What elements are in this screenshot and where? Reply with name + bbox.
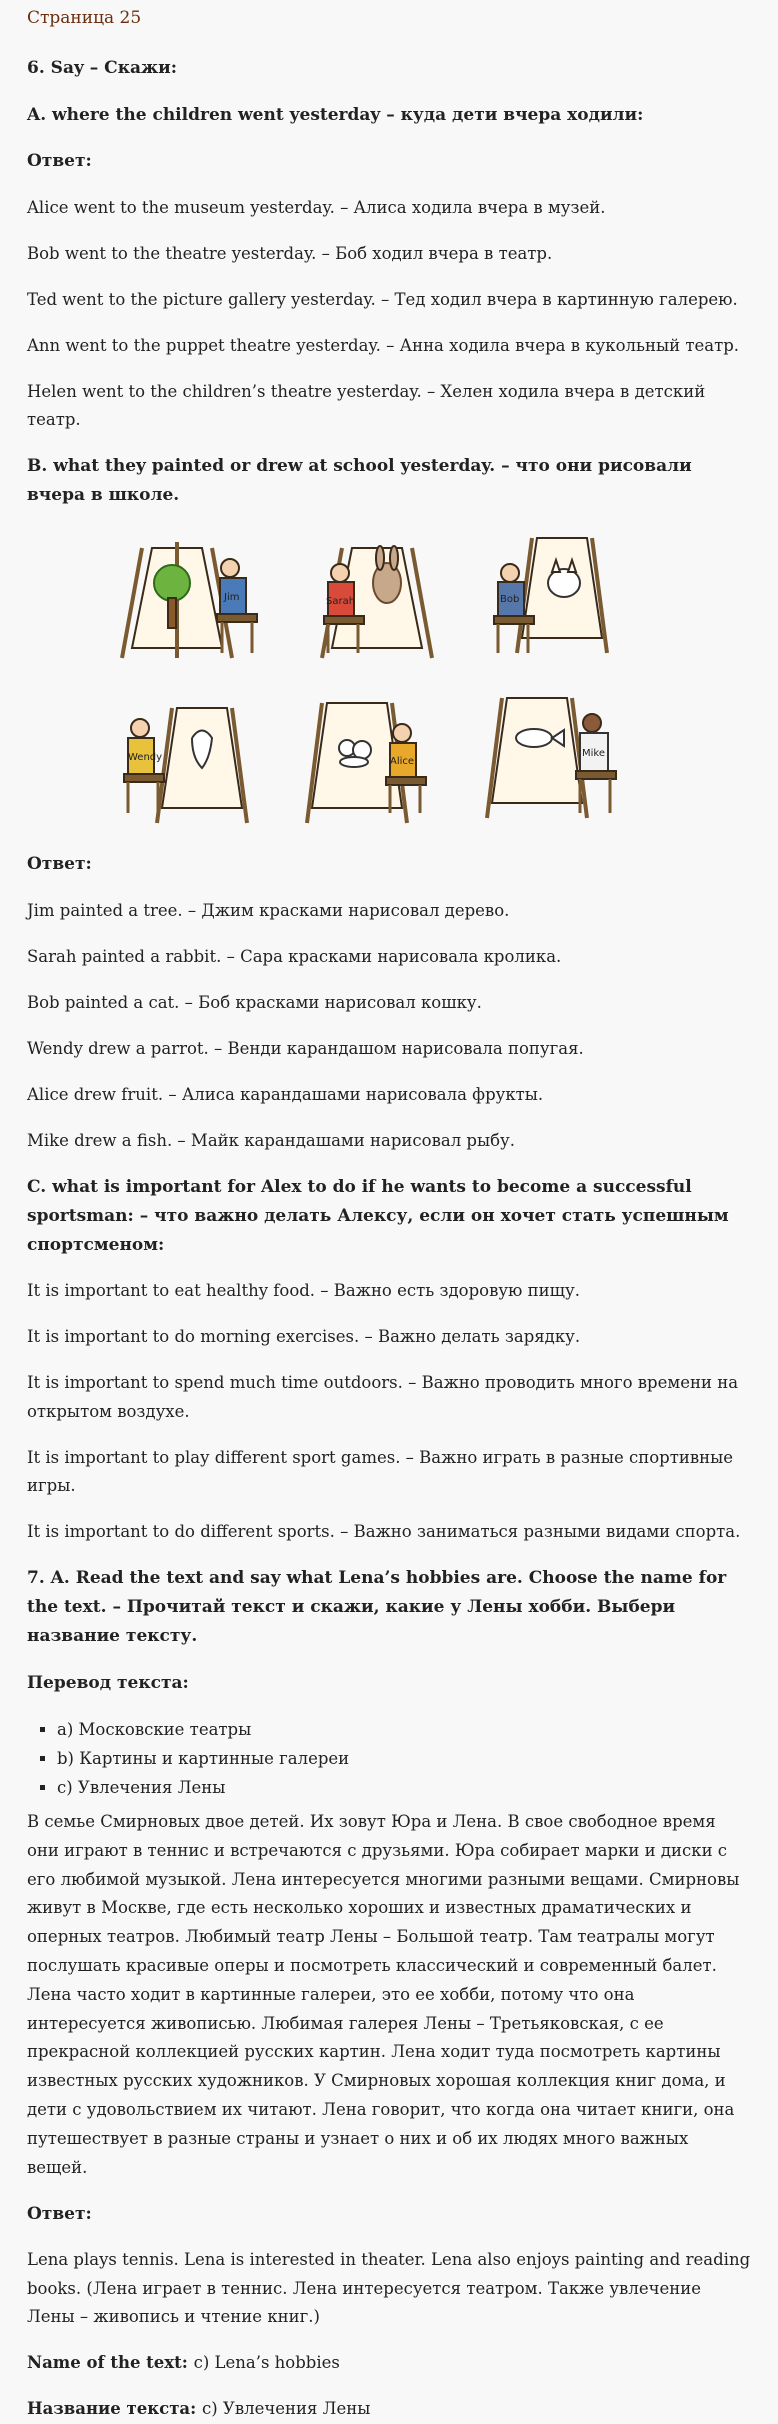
answer-line: Bob went to the theatre yesterday. – Боб ходил вчера в театр. [27, 243, 553, 263]
text-name-ru-value: c) Увлечения Лены [201, 2399, 371, 2419]
answer-line: It is important to do morning exercises. – Важно делать зарядку. [27, 1327, 581, 1346]
list-item: ▪ b) Картины и картинные галереи [57, 1744, 751, 1773]
easel-mike [487, 698, 616, 818]
children-drawing-illustration [27, 528, 751, 832]
answer-line: Ted went to the picture gallery yesterday. – Тед ходил вчера в картинную галерею. [27, 289, 738, 309]
answer-line: Jim painted a tree. – Джим красками нарисовал дерево. [27, 900, 510, 920]
text-name-en [27, 2349, 751, 2378]
answer-line: Sarah painted a rabbit. – Сара красками нарисовала кролика. [27, 946, 562, 966]
child-name-label: Jim [224, 592, 240, 603]
translation-text [27, 1808, 751, 2182]
answer-line: Wendy drew a parrot. – Венди карандашом нарисовала попугая. [27, 1038, 584, 1058]
list-item: ▪ c) Увлечения Лены [57, 1773, 751, 1802]
child-name-label: Mike [582, 748, 605, 759]
list-item: ▪ a) Московские театры [57, 1715, 751, 1744]
child-name-label: Sarah [326, 596, 356, 607]
answer-line: Helen went to the children’s theatre yesterday. – Хелен ходила вчера в детский театр. [27, 381, 706, 429]
answer-line: Alice went to the museum yesterday. – Алиса ходила вчера в музей. [27, 197, 606, 217]
answer-label: Ответ: [27, 854, 92, 874]
easel-sarah [322, 546, 432, 658]
answer-line: Ann went to the puppet theatre yesterday. – Анна ходила вчера в кукольный театр. [27, 335, 740, 355]
task-6-title: 6. Say – Скажи: [27, 58, 178, 78]
translation-label: Перевод текста: [27, 1672, 189, 1693]
text-name-en-value: c) Lena’s hobbies [193, 2353, 340, 2373]
translation-paragraph: Лена часто ходит в картинные галереи, это ее хобби, потому что она интересуется живописью. Любимая галерея Лены – Третьяковская, с ее прекрасной коллекцией русских картин. Лена ходит туда посмотреть картины известных русских художников. У Смирновых хорошая коллекция книг дома, и дети с удовольствием их читают. Лена говорит, что когда она читает книги, она путешествует в разные страны и узнает о них и об их людях много важных вещей. [27, 1984, 735, 2177]
answer-line: It is important to play different sport games. – Важно играть в разные спортивные игры. [27, 1447, 734, 1495]
child-name-label: Wendy [128, 752, 163, 763]
text-name-ru [27, 2395, 751, 2424]
answer-label: Ответ: [27, 151, 92, 171]
answer-text: Lena plays tennis. Lena is interested in theater. Lena also enjoys painting and reading books. (Лена играет в теннис. Лена интересуется театром. Также увлечение Лены – живопись и чтение книг.) [27, 2250, 751, 2327]
answer-line: Alice drew fruit. – Алиса карандашами нарисовала фрукты. [27, 1084, 544, 1104]
easels-illustration [112, 528, 652, 828]
answer-line: Mike drew a fish. – Майк карандашами нарисовал рыбу. [27, 1130, 516, 1150]
page-number-link[interactable]: Страница 25 [27, 8, 142, 28]
text-name-en-label: Name of the text: [27, 2353, 194, 2373]
task-6c-heading: C. what is important for Alex to do if he wants to become a successful sportsman: – что важно делать Алексу, если он хочет стать успешным спортсменом: [27, 1176, 729, 1255]
answer-line: It is important to eat healthy food. – Важно есть здоровую пищу. [27, 1281, 580, 1300]
text-name-ru-label: Название текста: [27, 2399, 202, 2419]
task-7-heading: 7. A. Read the text and say what Lena’s hobbies are. Choose the name for the text. – Прочитай текст и скажи, какие у Лены хобби. Выбери название тексту. [27, 1568, 727, 1646]
easel-bob [494, 538, 607, 653]
child-name-label: Bob [500, 594, 520, 605]
answer-line: Bob painted a cat. – Боб красками нарисовал кошку. [27, 992, 482, 1012]
answer-label: Ответ: [27, 2203, 92, 2224]
answer-line: It is important to do different sports. – Важно заниматься разными видами спорта. [27, 1522, 741, 1541]
title-options-list [27, 1715, 751, 1802]
easel-wendy [124, 708, 247, 823]
easel-jim [122, 542, 257, 658]
child-name-label: Alice [390, 756, 415, 767]
translation-paragraph: В семье Смирновых двое детей. Их зовут Юра и Лена. В свое свободное время они играют в теннис и встречаются с друзьями. Юра собирает марки и диски с его любимой музыкой. Лена интересуется многими разными вещами. Смирновы живут в Москве, где есть несколько хороших и известных драматических и оперных театров. Любимый театр Лены – Большой театр. Там театралы могут послушать красивые оперы и посмотреть классический и современный балет. [27, 1812, 740, 1975]
answer-line: It is important to spend much time outdoors. – Важно проводить много времени на открытом воздухе. [27, 1373, 739, 1421]
task-6b-heading: B. what they painted or drew at school yesterday. – что они рисовали вчера в школе. [27, 456, 692, 505]
task-6a-heading: A. where the children went yesterday – куда дети вчера ходили: [27, 104, 644, 125]
easel-alice [307, 703, 426, 823]
